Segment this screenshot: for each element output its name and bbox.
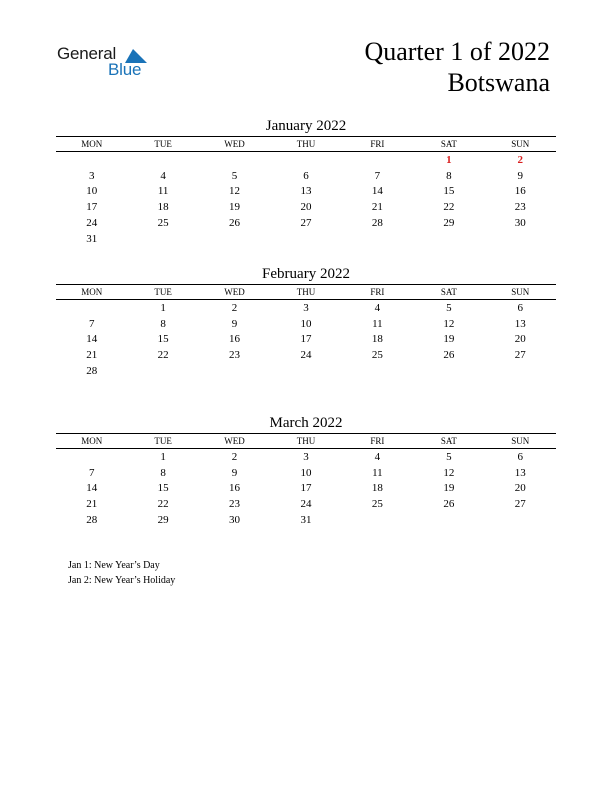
week-row xyxy=(56,215,556,231)
day-cell: 7 xyxy=(374,169,381,182)
day-cell: 21 xyxy=(86,349,98,362)
weekday-header: SAT xyxy=(413,434,484,449)
week-row xyxy=(56,449,556,465)
day-cell: 16 xyxy=(229,482,241,495)
holiday-note: Jan 1: New Year’s Day xyxy=(68,560,160,571)
day-cell: 29 xyxy=(443,216,455,229)
week-row xyxy=(56,199,556,215)
day-cell: 1 xyxy=(160,450,166,463)
day-cell: 18 xyxy=(371,333,383,346)
day-cell: 1 xyxy=(160,301,166,314)
week-row xyxy=(56,184,556,200)
day-cell: 30 xyxy=(229,513,241,526)
weekday-header: WED xyxy=(199,434,270,449)
empty-cell xyxy=(485,512,556,528)
day-cell: 27 xyxy=(514,498,526,511)
month-title: March 2022 xyxy=(269,415,343,431)
empty-cell xyxy=(270,152,341,168)
day-cell: 17 xyxy=(300,333,312,346)
empty-cell xyxy=(413,363,484,379)
day-cell: 4 xyxy=(160,169,166,182)
weekday-header: MON xyxy=(56,137,127,152)
page-title xyxy=(364,36,550,98)
weekday-header: SAT xyxy=(413,285,484,300)
empty-cell xyxy=(127,363,198,379)
month-title: January 2022 xyxy=(265,118,347,134)
day-cell: 3 xyxy=(303,450,309,463)
day-cell: 1 xyxy=(446,153,452,166)
day-cell: 20 xyxy=(514,333,526,346)
day-cell: 23 xyxy=(229,349,241,362)
day-cell: 20 xyxy=(300,201,312,214)
day-cell: 22 xyxy=(157,498,169,511)
weekday-header: THU xyxy=(270,285,341,300)
day-cell: 2 xyxy=(231,450,238,463)
day-cell: 7 xyxy=(88,466,95,479)
day-cell: 10 xyxy=(86,185,98,198)
day-cell: 14 xyxy=(86,333,98,346)
day-cell: 4 xyxy=(374,301,381,314)
day-cell: 19 xyxy=(443,333,455,346)
day-cell: 17 xyxy=(300,482,312,495)
weekday-header-row xyxy=(56,285,556,300)
day-cell: 16 xyxy=(514,185,526,198)
week-row xyxy=(56,347,556,363)
empty-cell xyxy=(342,512,413,528)
weekday-header: SAT xyxy=(413,137,484,152)
day-cell: 14 xyxy=(371,185,383,198)
day-cell: 24 xyxy=(86,216,98,229)
day-cell: 7 xyxy=(88,317,95,330)
day-cell: 25 xyxy=(371,498,383,511)
day-cell: 28 xyxy=(86,513,98,526)
holiday-note: Jan 2: New Year’s Holiday xyxy=(68,574,176,586)
day-cell: 5 xyxy=(446,301,452,314)
day-cell: 22 xyxy=(443,201,455,214)
weekday-header: MON xyxy=(56,285,127,300)
weekday-header: TUE xyxy=(127,285,198,300)
day-cell: 18 xyxy=(371,482,383,495)
day-cell: 11 xyxy=(372,466,383,479)
month-january xyxy=(56,116,556,247)
day-cell: 12 xyxy=(229,185,241,198)
week-row xyxy=(56,363,556,379)
day-cell: 15 xyxy=(157,482,169,495)
day-cell: 12 xyxy=(443,317,455,330)
day-cell: 3 xyxy=(303,301,309,314)
weekday-header: THU xyxy=(270,434,341,449)
day-cell: 11 xyxy=(157,185,169,198)
day-cell: 21 xyxy=(86,498,98,511)
calendar-grid xyxy=(56,136,556,247)
logo-blue-text: Blue xyxy=(108,60,142,79)
day-cell: 11 xyxy=(372,317,383,330)
empty-cell xyxy=(413,231,484,247)
empty-cell xyxy=(413,512,484,528)
day-cell: 3 xyxy=(88,169,95,182)
empty-cell xyxy=(199,363,270,379)
logo-general-text: General xyxy=(57,44,117,63)
day-cell: 31 xyxy=(300,513,312,526)
day-cell: 23 xyxy=(514,201,526,214)
weekday-header: THU xyxy=(270,137,341,152)
weekday-header: WED xyxy=(199,137,270,152)
day-cell: 4 xyxy=(374,450,381,463)
day-cell: 21 xyxy=(371,201,383,214)
week-row xyxy=(56,481,556,497)
day-cell: 5 xyxy=(446,450,452,463)
day-cell: 13 xyxy=(300,185,312,198)
weekday-header: SUN xyxy=(485,434,556,449)
weekday-header: WED xyxy=(199,285,270,300)
day-cell: 18 xyxy=(157,201,169,214)
day-cell: 13 xyxy=(514,317,526,330)
day-cell: 2 xyxy=(231,301,238,314)
day-cell: 25 xyxy=(157,216,169,229)
weekday-header: FRI xyxy=(342,285,413,300)
day-cell: 28 xyxy=(86,364,98,377)
empty-cell xyxy=(342,231,413,247)
day-cell: 27 xyxy=(514,349,526,362)
empty-cell xyxy=(342,152,413,168)
week-row xyxy=(56,231,556,247)
empty-cell xyxy=(485,231,556,247)
week-row xyxy=(56,512,556,528)
day-cell: 9 xyxy=(231,317,238,330)
empty-cell xyxy=(199,152,270,168)
empty-cell xyxy=(270,363,341,379)
day-cell: 2 xyxy=(517,153,524,166)
day-cell: 15 xyxy=(443,185,455,198)
day-cell: 31 xyxy=(86,232,98,245)
week-row xyxy=(56,168,556,184)
week-row xyxy=(56,496,556,512)
day-cell: 26 xyxy=(229,216,241,229)
empty-cell xyxy=(56,152,127,168)
day-cell: 26 xyxy=(443,498,455,511)
day-cell: 12 xyxy=(443,466,455,479)
empty-cell xyxy=(127,152,198,168)
weekday-header: SUN xyxy=(485,137,556,152)
day-cell: 9 xyxy=(517,169,524,182)
day-cell: 29 xyxy=(157,513,169,526)
day-cell: 17 xyxy=(86,201,98,214)
empty-cell xyxy=(56,300,127,316)
empty-cell xyxy=(342,363,413,379)
empty-cell xyxy=(485,363,556,379)
weekday-header-row xyxy=(56,137,556,152)
day-cell: 8 xyxy=(160,466,166,479)
day-cell: 15 xyxy=(157,333,169,346)
week-row xyxy=(56,152,556,168)
day-cell: 30 xyxy=(514,216,526,229)
day-cell: 10 xyxy=(300,466,312,479)
week-row xyxy=(56,465,556,481)
day-cell: 5 xyxy=(231,169,238,182)
day-cell: 25 xyxy=(371,349,383,362)
day-cell: 6 xyxy=(517,450,524,463)
weekday-header-row xyxy=(56,434,556,449)
weekday-header: TUE xyxy=(127,434,198,449)
day-cell: 8 xyxy=(446,169,452,182)
day-cell: 10 xyxy=(300,317,312,330)
weekday-header: TUE xyxy=(127,137,198,152)
day-cell: 8 xyxy=(160,317,166,330)
weekday-header: SUN xyxy=(485,285,556,300)
week-row xyxy=(56,300,556,316)
holiday-notes xyxy=(68,559,175,588)
empty-cell xyxy=(199,231,270,247)
day-cell: 24 xyxy=(300,349,312,362)
day-cell: 13 xyxy=(514,466,526,479)
logo xyxy=(57,44,157,84)
month-title: February 2022 xyxy=(262,266,350,282)
title-country: Botswana xyxy=(447,68,550,97)
empty-cell xyxy=(127,231,198,247)
week-row xyxy=(56,332,556,348)
empty-cell xyxy=(270,231,341,247)
month-march xyxy=(56,413,556,528)
day-cell: 27 xyxy=(300,216,312,229)
day-cell: 14 xyxy=(86,482,98,495)
day-cell: 24 xyxy=(300,498,312,511)
day-cell: 22 xyxy=(157,349,169,362)
title-quarter: Quarter 1 of 2022 xyxy=(364,37,550,66)
calendar-grid xyxy=(56,284,556,379)
day-cell: 6 xyxy=(517,301,524,314)
day-cell: 6 xyxy=(303,169,309,182)
day-cell: 19 xyxy=(443,482,455,495)
day-cell: 19 xyxy=(229,201,241,214)
day-cell: 20 xyxy=(514,482,526,495)
weekday-header: MON xyxy=(56,434,127,449)
day-cell: 16 xyxy=(229,333,241,346)
empty-cell xyxy=(56,449,127,465)
day-cell: 9 xyxy=(231,466,238,479)
day-cell: 23 xyxy=(229,498,241,511)
weekday-header: FRI xyxy=(342,137,413,152)
calendar-grid xyxy=(56,433,556,528)
week-row xyxy=(56,316,556,332)
day-cell: 28 xyxy=(371,216,383,229)
weekday-header: FRI xyxy=(342,434,413,449)
day-cell: 26 xyxy=(443,349,455,362)
month-february xyxy=(56,264,556,379)
